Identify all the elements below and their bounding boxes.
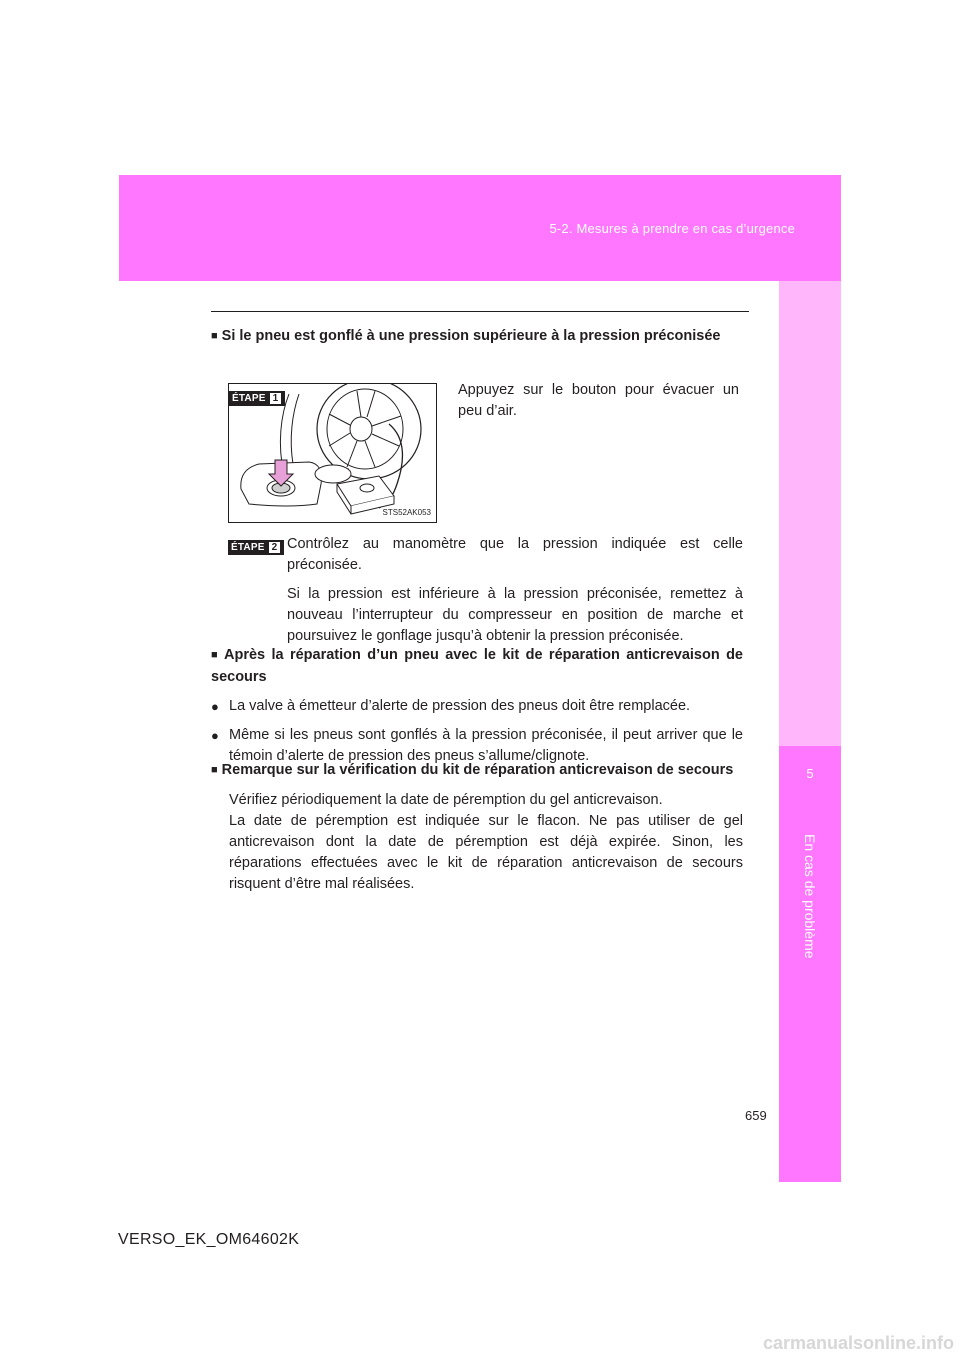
top-rule <box>211 311 749 312</box>
list-item: ● La valve à émetteur d’alerte de pression des pneus doit être remplacée. <box>211 696 743 717</box>
circle-bullet-icon: ● <box>211 699 219 714</box>
step2-badge: ÉTAPE 2 <box>228 537 284 555</box>
step2-block <box>287 534 743 647</box>
section1-heading: ■ Si le pneu est gonflé à une pression supérieure à la pression préconisée <box>211 328 721 344</box>
step2-note: Si la pression est inférieure à la pression préconisée, remettez à nouveau l’interrupteur du compresseur en position de marche et poursuivez le gonflage jusqu’à obtenir la pression préconisée. <box>287 586 743 644</box>
figure-code: STS52AK053 <box>382 508 431 517</box>
watermark: carmanualsonline.info <box>762 1333 954 1353</box>
step1-text: Appuyez sur le bouton pour évacuer un peu d’air. <box>458 382 739 419</box>
tire-compressor-illustration <box>228 383 437 523</box>
section3-heading: ■ Remarque sur la vérification du kit de réparation anticrevaison de secours <box>211 762 734 778</box>
section3-para2: La date de péremption est indiquée sur le flacon. Ne pas utiliser de gel anticrevaison dont la date de péremption est déjà expirée. Sinon, les réparations effectuées avec le kit de réparation anticrevaison de secours risquent d’être mal réalisées. <box>229 813 743 892</box>
chapter-tab[interactable] <box>779 746 841 1182</box>
header-band <box>119 175 841 281</box>
section1-heading-block <box>211 326 743 348</box>
section3-para1: Vérifiez périodiquement la date de péremption du gel anticrevaison. <box>229 792 663 808</box>
step2-text: Contrôlez au manomètre que la pression indiquée est celle préconisée. <box>287 536 743 573</box>
chapter-number: 5 <box>806 766 814 781</box>
section2 <box>211 645 743 767</box>
circle-bullet-icon: ● <box>211 728 219 743</box>
list-item: ● Même si les pneus sont gonflés à la pression préconisée, il peut arriver que le témoin d’alerte de pression des pneus s’allume/clignote. <box>211 727 743 764</box>
square-bullet-icon: ■ <box>211 330 218 342</box>
square-bullet-icon: ■ <box>211 764 218 776</box>
page-number: 659 <box>745 1108 767 1123</box>
document-code: VERSO_EK_OM64602K <box>118 1231 300 1248</box>
section3 <box>211 760 743 895</box>
step1-badge: ÉTAPE 1 <box>229 388 285 406</box>
section-title: 5-2. Mesures à prendre en cas d’urgence <box>549 221 795 236</box>
chapter-label: En cas de problème <box>802 834 818 959</box>
square-bullet-icon: ■ <box>211 649 220 661</box>
section2-heading: ■ Après la réparation d’un pneu avec le kit de réparation anticrevaison de secours <box>211 647 743 685</box>
